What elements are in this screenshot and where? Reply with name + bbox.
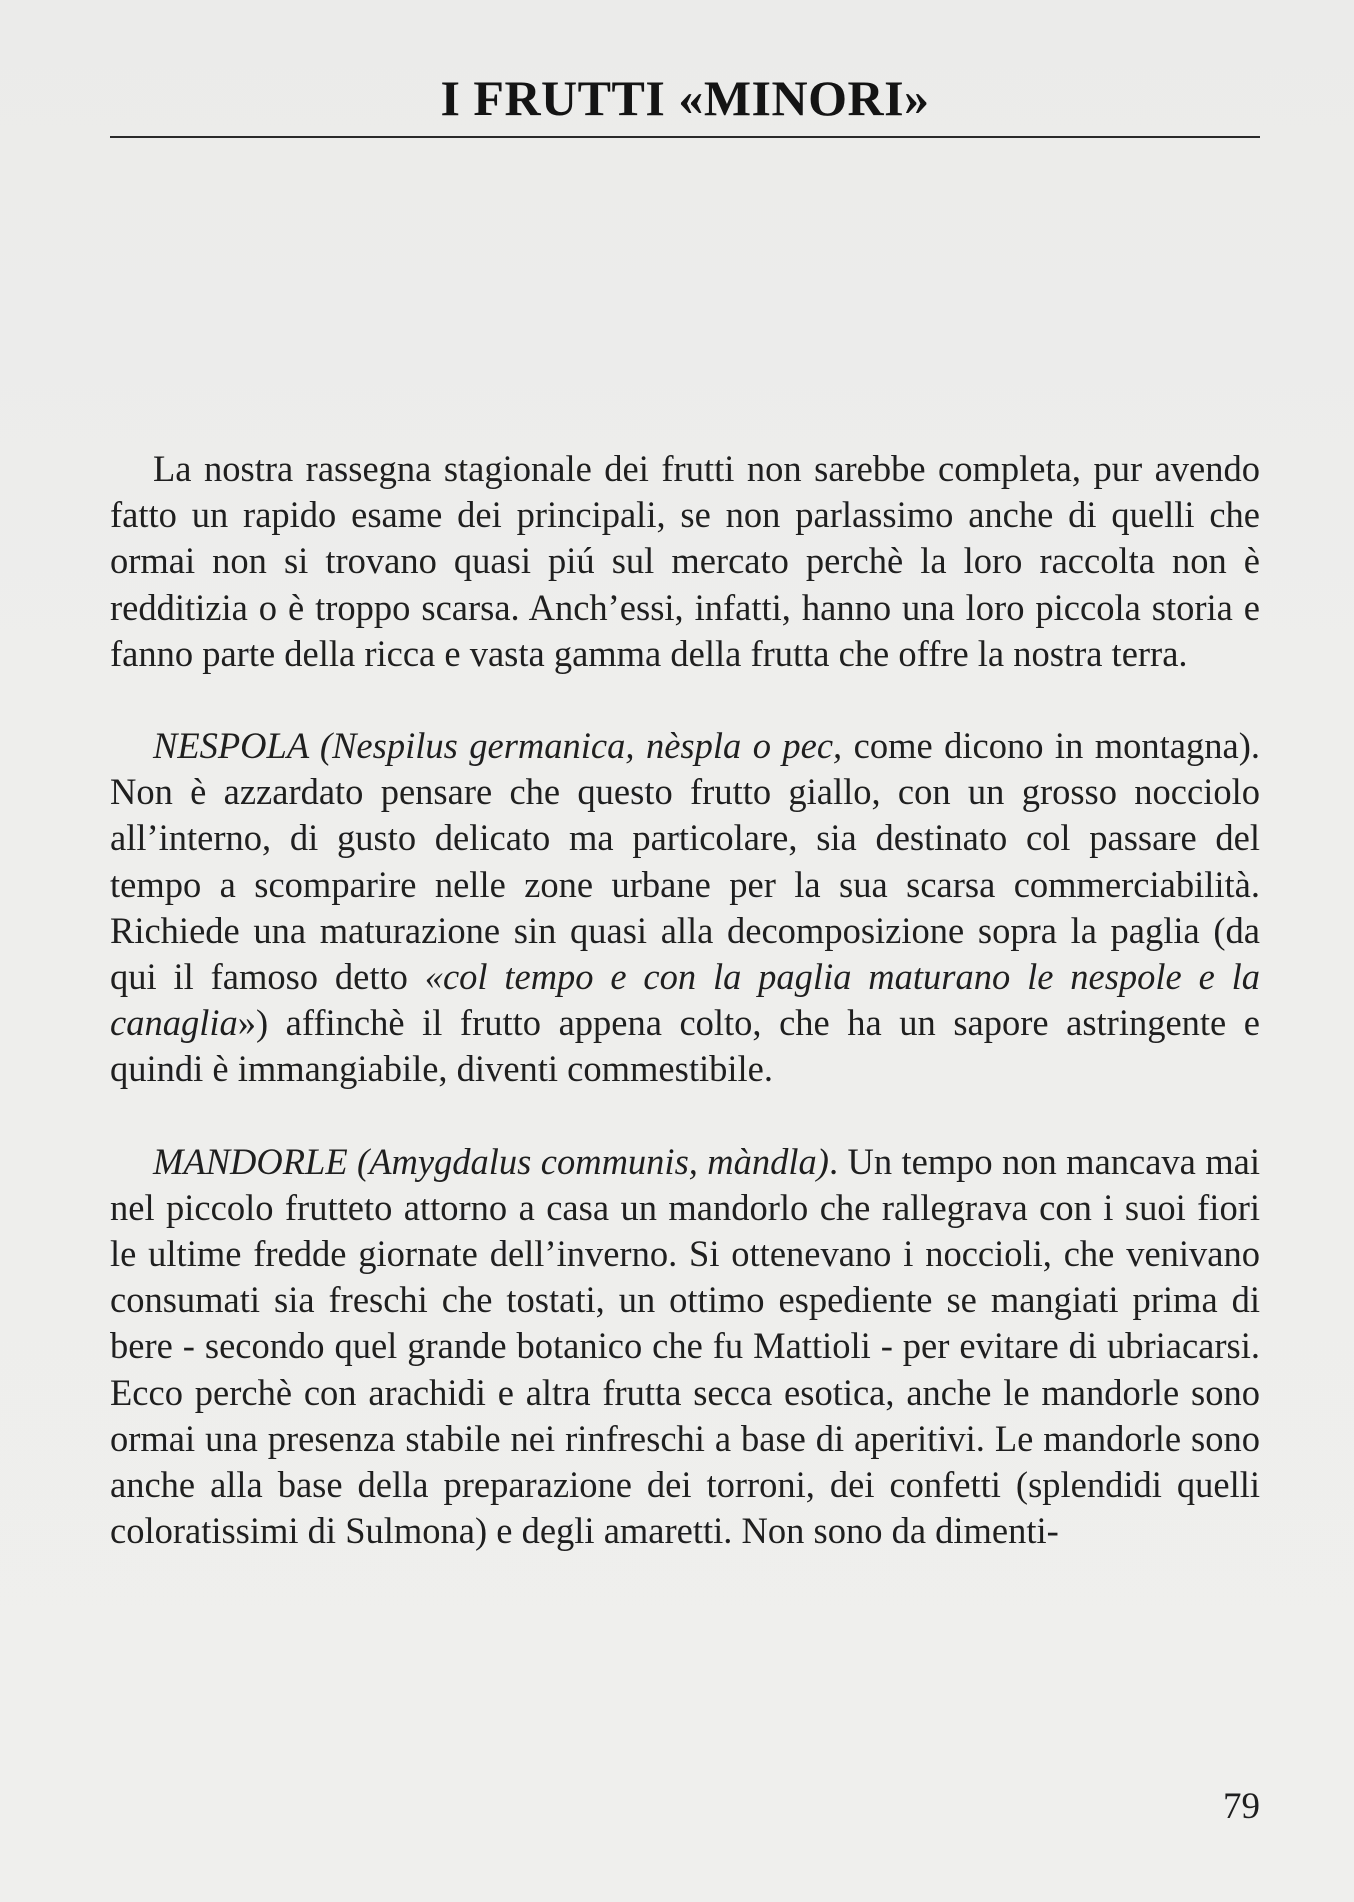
nespola-text-after-quote: ») affinchè il frutto appena colto, che ha un sapore astringente e quindi è immangiabile, diventi commestibile. <box>110 1002 1260 1090</box>
mandorle-heading: MANDORLE (Amygdalus communis, màndla) <box>153 1140 829 1182</box>
chapter-title: I FRUTTI «MINORI» <box>440 70 930 126</box>
page-number: 79 <box>1223 1786 1260 1827</box>
nespola-heading: NESPOLA (Nespilus germanica, nèspla o pec, <box>153 725 843 767</box>
nespola-text-before-quote: come dicono in montagna). Non è azzardato pensare che questo frutto giallo, con un grosso nocciolo all’interno, di gusto delicato ma particolare, sia destinato col passare del tempo a scomparire nelle zone urbane per la sua scarsa commerciabilità. Richiede una maturazione sin quasi alla decomposizione sopra la paglia (da qui il famoso detto <box>110 725 1260 998</box>
mandorle-paragraph <box>110 1139 1260 1555</box>
nespola-paragraph <box>110 723 1260 1093</box>
title-underline <box>110 136 1260 138</box>
chapter-body <box>110 446 1260 1554</box>
mandorle-text: . Un tempo non mancava mai nel piccolo frutteto attorno a casa un mandorlo che rallegrava con i suoi fiori le ultime fredde giornate dell’inverno. Si ottenevano i noccioli, che venivano consumati sia freschi che tostati, un ottimo espediente se mangiati prima di bere - secondo quel grande botanico che fu Mattioli - per evitare di ubriacarsi. Ecco perchè con arachidi e altra frutta secca esotica, anche le mandorle sono ormai una presenza stabile nei rinfreschi a base di aperitivi. Le mandorle sono anche alla base della preparazione dei torroni, dei confetti (splendidi quelli coloratissimi di Sulmona) e degli amaretti. Non sono da dimenti- <box>110 1140 1260 1552</box>
nespola-quote: «col tempo e con la paglia maturano le nespole e la canaglia <box>110 956 1261 1044</box>
intro-text: La nostra rassegna stagionale dei frutti non sarebbe completa, pur avendo fatto un rapido esame dei principali, se non parlassimo anche di quelli che ormai non si trovano quasi piú sul mercato perchè la loro raccolta non è redditizia o è troppo scarsa. Anch’essi, infatti, hanno una loro piccola storia e fanno parte della ricca e vasta gamma della frutta che offre la nostra terra. <box>110 448 1260 674</box>
intro-paragraph <box>110 446 1260 677</box>
